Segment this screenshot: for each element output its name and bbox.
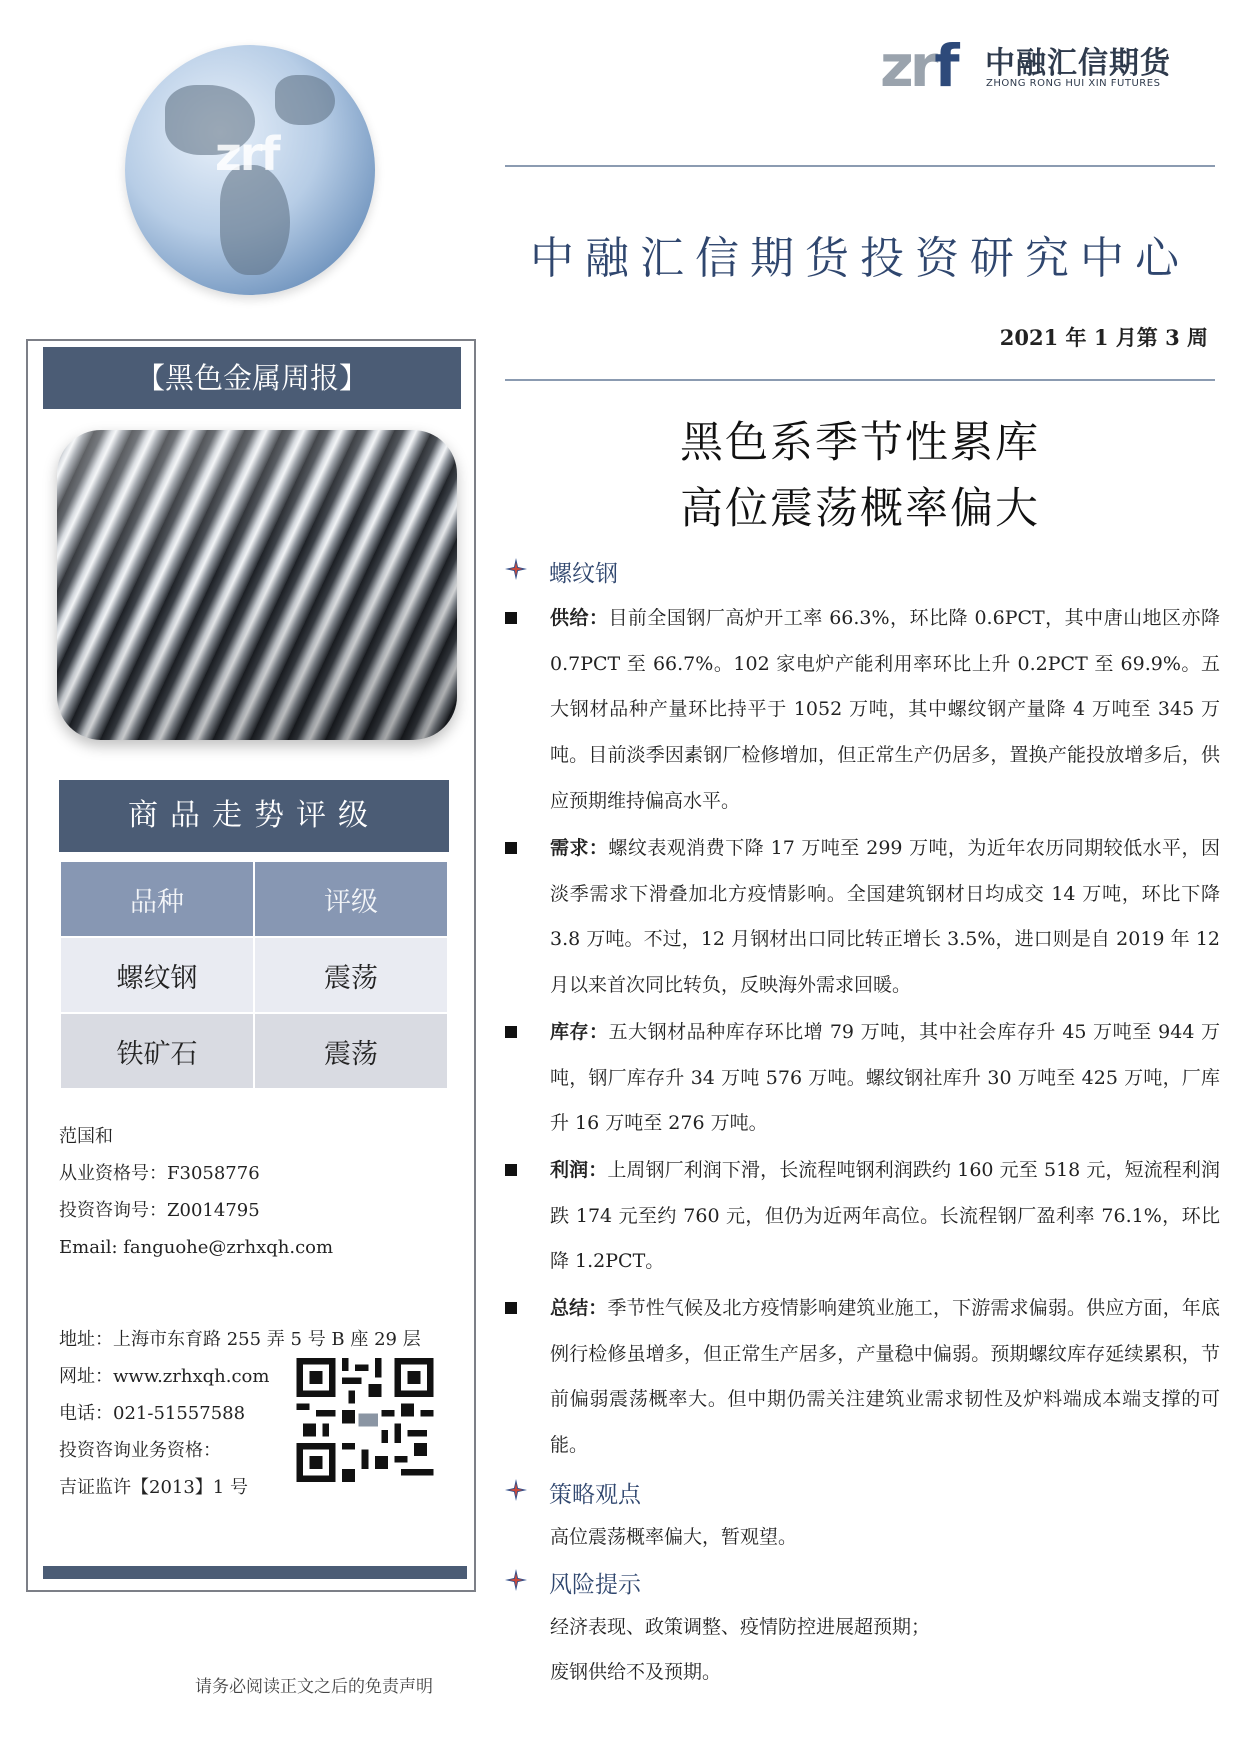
sidebar-heading: 【黑色金属周报】	[43, 347, 461, 409]
bullet-inventory	[505, 1010, 1220, 1148]
logo-mark-f: f	[934, 32, 956, 100]
report-date: 2021 年 1 月第 3 周	[999, 325, 1208, 350]
bullet-label: 需求：	[550, 837, 609, 859]
square-bullet-icon	[505, 612, 517, 624]
bullet-body: 上周钢厂利润下滑，长流程吨钢利润跌约 160 元至 518 元，短流程利润跌 174 元至约 760 元，但仍为近两年高位。长流程钢厂盈利率 76.1%，环比降 1.2PCT。	[550, 1159, 1220, 1273]
bullet-body: 螺纹表观消费下降 17 万吨至 299 万吨，为近年农历同期较低水平，因淡季需求下滑叠加北方疫情影响。全国建筑钢材日均成交 14 万吨，环比下降 3.8 万吨。不过，12 月钢材出口同比转正增长 3.5%，进口则是自 2019 年 12 月以来首次同比转负，反映海外需求回暖。	[550, 837, 1220, 997]
header-divider	[505, 165, 1215, 167]
company-website[interactable]: 网址：www.zrhxqh.com	[59, 1366, 270, 1387]
analyst-email[interactable]: Email: fanguohe@zrhxqh.com	[59, 1237, 334, 1258]
bullet-label: 库存：	[550, 1021, 609, 1043]
bullet-summary	[505, 1286, 1220, 1470]
square-bullet-icon	[505, 842, 517, 854]
rating-table-header	[60, 861, 448, 937]
analyst-info	[59, 1118, 333, 1266]
bullet-label: 总结：	[550, 1297, 608, 1319]
qr-code-icon	[296, 1358, 434, 1482]
rating-heading: 商品走势评级	[59, 780, 449, 852]
bullet-supply	[505, 596, 1220, 826]
logo-mark-zr: zr	[880, 32, 935, 100]
rating-col-rating: 评级	[254, 861, 448, 937]
bullet-label: 供给：	[550, 607, 609, 629]
logo-english-name: ZHONG RONG HUI XIN FUTURES	[986, 78, 1161, 89]
title-divider	[505, 379, 1215, 381]
license-label: 投资咨询业务资格：	[59, 1440, 221, 1461]
bullet-text	[550, 1148, 1220, 1285]
bullet-text	[550, 596, 1220, 825]
analyst-consult-number: 投资咨询号：Z0014795	[59, 1200, 260, 1221]
company-logo	[880, 30, 1180, 100]
research-center-title: 中融汇信期货投资研究中心	[530, 233, 1190, 284]
risk-line-2: 废钢供给不及预期。	[550, 1661, 722, 1683]
bullet-text	[550, 826, 1220, 1009]
logo-mark	[880, 32, 956, 100]
continent-shape	[275, 75, 335, 125]
cross-star-icon	[505, 1479, 527, 1501]
analyst-qualification: 从业资格号：F3058776	[59, 1163, 260, 1184]
table-row	[60, 937, 448, 1013]
section-rebar-title: 螺纹钢	[549, 561, 618, 587]
company-address: 地址：上海市东育路 255 弄 5 号 B 座 29 层	[59, 1329, 421, 1350]
report-title-line2: 高位震荡概率偏大	[680, 484, 1040, 534]
report-title	[505, 410, 1215, 542]
cross-star-icon	[505, 1569, 527, 1591]
bullet-text	[550, 1286, 1220, 1469]
bullet-demand	[505, 826, 1220, 1010]
rating-cell-variety: 螺纹钢	[60, 937, 254, 1013]
section-strategy-title: 策略观点	[549, 1482, 641, 1508]
section-risk-title: 风险提示	[549, 1572, 641, 1598]
square-bullet-icon	[505, 1026, 517, 1038]
continent-shape	[220, 165, 290, 275]
rating-cell-rating: 震荡	[254, 937, 448, 1013]
disclaimer-note: 请务必阅读正文之后的免责声明	[195, 1677, 433, 1697]
bullet-body: 季节性气候及北方疫情影响建筑业施工，下游需求偏弱。供应方面，年底例行检修虽增多，但正常生产居多，产量稳中偏弱。预期螺纹库存延续累积，节前偏弱震荡概率大。但中期仍需关注建筑业需求韧性及炉料端成本端支撑的可能。	[550, 1297, 1220, 1457]
globe-image	[125, 45, 375, 295]
strategy-text: 高位震荡概率偏大，暂观望。	[550, 1526, 798, 1548]
table-row	[60, 1013, 448, 1089]
bullet-body: 目前全国钢厂高炉开工率 66.3%，环比降 0.6PCT，其中唐山地区亦降 0.7PCT 至 66.7%。102 家电炉产能利用率环比上升 0.2PCT 至 69.9%。五大钢材品种产量环比持平于 1052 万吨，其中螺纹钢产量降 4 万吨至 345 万吨。目前淡季因素钢厂检修增加，但正常生产仍居多，置换产能投放增多后，供应预期维持偏高水平。	[550, 607, 1220, 812]
square-bullet-icon	[505, 1164, 517, 1176]
bullet-text	[550, 1010, 1220, 1147]
logo-chinese-name: 中融汇信期货	[985, 46, 1171, 81]
rating-cell-variety: 铁矿石	[60, 1013, 254, 1089]
rating-table	[59, 860, 449, 1090]
report-title-line1: 黑色系季节性累库	[680, 418, 1040, 468]
square-bullet-icon	[505, 1302, 517, 1314]
steel-pipes-image	[57, 430, 457, 740]
globe-logo: zrf	[215, 127, 279, 181]
analyst-name: 范国和	[59, 1126, 113, 1147]
risk-line-1: 经济表现、政策调整、疫情防控进展超预期；	[550, 1616, 931, 1638]
company-phone: 电话：021-51557588	[59, 1403, 246, 1424]
bullet-body: 五大钢材品种库存环比增 79 万吨，其中社会库存升 45 万吨至 944 万吨，钢厂库存升 34 万吨 576 万吨。螺纹钢社库升 30 万吨至 425 万吨，厂库升 16 万吨至 276 万吨。	[550, 1021, 1220, 1135]
rating-col-variety: 品种	[60, 861, 254, 937]
rating-cell-rating: 震荡	[254, 1013, 448, 1089]
cross-star-icon	[505, 558, 527, 580]
bullet-label: 利润：	[550, 1159, 608, 1181]
sidebar-footer-bar	[43, 1566, 467, 1579]
license-number: 吉证监许【2013】1 号	[59, 1477, 248, 1498]
bullet-profit	[505, 1148, 1220, 1286]
